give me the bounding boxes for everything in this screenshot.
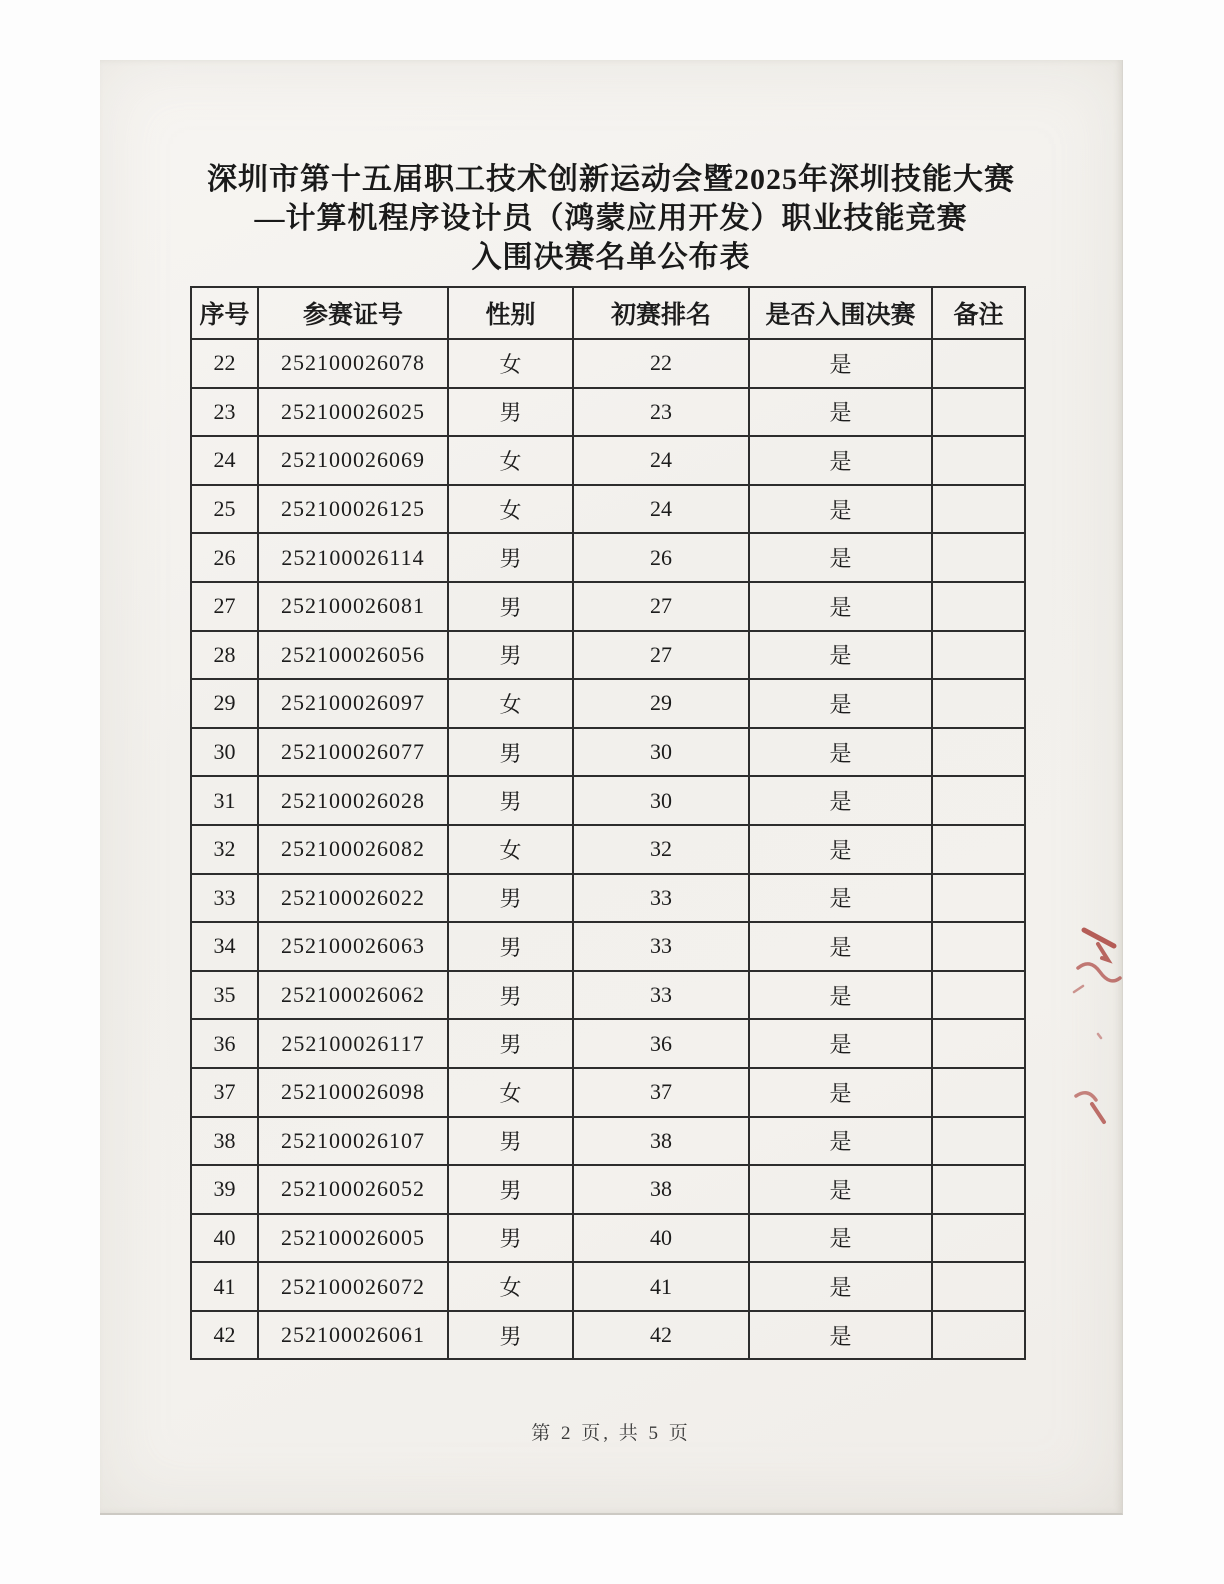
table-row	[191, 922, 1025, 971]
table-row	[191, 874, 1025, 923]
cell-index: 23	[191, 388, 258, 437]
cell-preliminary-rank: 24	[573, 436, 749, 485]
cell-qualified: 是	[749, 1019, 932, 1068]
cell-remark	[932, 1311, 1025, 1360]
cell-gender: 女	[448, 485, 573, 534]
cell-remark	[932, 533, 1025, 582]
red-stamp-fragment	[1068, 916, 1123, 1130]
page-number: 第 2 页, 共 5 页	[531, 1423, 691, 1444]
cell-index: 37	[191, 1068, 258, 1117]
cell-entry-number: 252100026072	[258, 1262, 448, 1311]
cell-remark	[932, 1165, 1025, 1214]
cell-entry-number: 252100026005	[258, 1214, 448, 1263]
cell-entry-number: 252100026062	[258, 971, 448, 1020]
cell-index: 33	[191, 874, 258, 923]
cell-index: 28	[191, 631, 258, 680]
cell-qualified: 是	[749, 971, 932, 1020]
cell-gender: 男	[448, 631, 573, 680]
cell-gender: 男	[448, 1214, 573, 1263]
cell-qualified: 是	[749, 1165, 932, 1214]
cell-preliminary-rank: 42	[573, 1311, 749, 1360]
cell-entry-number: 252100026028	[258, 776, 448, 825]
cell-preliminary-rank: 38	[573, 1117, 749, 1166]
cell-gender: 男	[448, 1117, 573, 1166]
title-line-2: —计算机程序设计员（鸿蒙应用开发）职业技能竞赛	[254, 202, 968, 235]
cell-entry-number: 252100026114	[258, 533, 448, 582]
cell-qualified: 是	[749, 1262, 932, 1311]
cell-entry-number: 252100026069	[258, 436, 448, 485]
cell-gender: 男	[448, 728, 573, 777]
cell-preliminary-rank: 33	[573, 971, 749, 1020]
cell-gender: 女	[448, 1262, 573, 1311]
cell-qualified: 是	[749, 1068, 932, 1117]
cell-gender: 男	[448, 922, 573, 971]
cell-entry-number: 252100026078	[258, 339, 448, 388]
table-row	[191, 582, 1025, 631]
cell-index: 42	[191, 1311, 258, 1360]
cell-gender: 女	[448, 339, 573, 388]
cell-qualified: 是	[749, 533, 932, 582]
cell-qualified: 是	[749, 436, 932, 485]
col-header-gender: 性别	[448, 287, 573, 339]
cell-index: 39	[191, 1165, 258, 1214]
cell-gender: 男	[448, 1019, 573, 1068]
col-header-remark: 备注	[932, 287, 1025, 339]
title-line-1: 深圳市第十五届职工技术创新运动会暨2025年深圳技能大赛	[207, 163, 1015, 196]
cell-remark	[932, 1214, 1025, 1263]
table-header-row	[191, 287, 1025, 339]
cell-preliminary-rank: 29	[573, 679, 749, 728]
col-header-entry-number: 参赛证号	[258, 287, 448, 339]
cell-remark	[932, 1019, 1025, 1068]
cell-preliminary-rank: 22	[573, 339, 749, 388]
cell-remark	[932, 679, 1025, 728]
cell-qualified: 是	[749, 388, 932, 437]
cell-entry-number: 252100026097	[258, 679, 448, 728]
col-header-index: 序号	[191, 287, 258, 339]
cell-entry-number: 252100026107	[258, 1117, 448, 1166]
cell-remark	[932, 485, 1025, 534]
cell-gender: 男	[448, 1311, 573, 1360]
table-row	[191, 1214, 1025, 1263]
cell-remark	[932, 582, 1025, 631]
col-header-preliminary-rank: 初赛排名	[573, 287, 749, 339]
cell-remark	[932, 1068, 1025, 1117]
finalist-table	[190, 286, 1026, 1360]
cell-remark	[932, 436, 1025, 485]
col-header-qualified: 是否入围决赛	[749, 287, 932, 339]
cell-preliminary-rank: 24	[573, 485, 749, 534]
cell-gender: 男	[448, 533, 573, 582]
cell-preliminary-rank: 38	[573, 1165, 749, 1214]
cell-index: 29	[191, 679, 258, 728]
cell-qualified: 是	[749, 582, 932, 631]
cell-entry-number: 252100026063	[258, 922, 448, 971]
cell-entry-number: 252100026056	[258, 631, 448, 680]
table-row	[191, 436, 1025, 485]
cell-preliminary-rank: 41	[573, 1262, 749, 1311]
cell-remark	[932, 1262, 1025, 1311]
cell-gender: 女	[448, 1068, 573, 1117]
cell-index: 36	[191, 1019, 258, 1068]
table-row	[191, 339, 1025, 388]
cell-remark	[932, 388, 1025, 437]
cell-preliminary-rank: 27	[573, 582, 749, 631]
table-row	[191, 1019, 1025, 1068]
cell-index: 26	[191, 533, 258, 582]
cell-index: 22	[191, 339, 258, 388]
cell-remark	[932, 631, 1025, 680]
cell-qualified: 是	[749, 679, 932, 728]
cell-remark	[932, 971, 1025, 1020]
cell-gender: 女	[448, 825, 573, 874]
cell-preliminary-rank: 26	[573, 533, 749, 582]
cell-remark	[932, 922, 1025, 971]
table-row	[191, 776, 1025, 825]
cell-gender: 男	[448, 388, 573, 437]
cell-qualified: 是	[749, 1214, 932, 1263]
cell-gender: 男	[448, 1165, 573, 1214]
cell-qualified: 是	[749, 1311, 932, 1360]
table-row	[191, 631, 1025, 680]
cell-preliminary-rank: 23	[573, 388, 749, 437]
table-row	[191, 533, 1025, 582]
table-body	[191, 339, 1025, 1359]
paper	[100, 60, 1123, 1515]
table-row	[191, 971, 1025, 1020]
cell-entry-number: 252100026082	[258, 825, 448, 874]
table-row	[191, 388, 1025, 437]
cell-entry-number: 252100026077	[258, 728, 448, 777]
cell-gender: 男	[448, 776, 573, 825]
table-row	[191, 1262, 1025, 1311]
cell-entry-number: 252100026022	[258, 874, 448, 923]
cell-qualified: 是	[749, 776, 932, 825]
cell-index: 25	[191, 485, 258, 534]
cell-qualified: 是	[749, 922, 932, 971]
cell-entry-number: 252100026125	[258, 485, 448, 534]
cell-index: 40	[191, 1214, 258, 1263]
cell-qualified: 是	[749, 485, 932, 534]
cell-remark	[932, 776, 1025, 825]
cell-preliminary-rank: 32	[573, 825, 749, 874]
document-title	[100, 160, 1122, 277]
cell-remark	[932, 1117, 1025, 1166]
table-row	[191, 1165, 1025, 1214]
cell-entry-number: 252100026098	[258, 1068, 448, 1117]
cell-entry-number: 252100026061	[258, 1311, 448, 1360]
cell-remark	[932, 339, 1025, 388]
cell-index: 41	[191, 1262, 258, 1311]
cell-preliminary-rank: 27	[573, 631, 749, 680]
title-line-3: 入围决赛名单公布表	[471, 241, 751, 274]
cell-qualified: 是	[749, 339, 932, 388]
cell-preliminary-rank: 33	[573, 874, 749, 923]
table-row	[191, 1311, 1025, 1360]
cell-preliminary-rank: 33	[573, 922, 749, 971]
cell-index: 24	[191, 436, 258, 485]
cell-index: 34	[191, 922, 258, 971]
cell-entry-number: 252100026081	[258, 582, 448, 631]
cell-remark	[932, 825, 1025, 874]
cell-preliminary-rank: 37	[573, 1068, 749, 1117]
cell-qualified: 是	[749, 1117, 932, 1166]
cell-preliminary-rank: 30	[573, 776, 749, 825]
table-row	[191, 1117, 1025, 1166]
cell-preliminary-rank: 40	[573, 1214, 749, 1263]
table-row	[191, 728, 1025, 777]
cell-qualified: 是	[749, 631, 932, 680]
table-row	[191, 485, 1025, 534]
table-row	[191, 1068, 1025, 1117]
cell-index: 30	[191, 728, 258, 777]
table-row	[191, 679, 1025, 728]
table-row	[191, 825, 1025, 874]
cell-index: 38	[191, 1117, 258, 1166]
cell-remark	[932, 874, 1025, 923]
cell-qualified: 是	[749, 874, 932, 923]
cell-index: 31	[191, 776, 258, 825]
cell-preliminary-rank: 36	[573, 1019, 749, 1068]
cell-entry-number: 252100026025	[258, 388, 448, 437]
cell-qualified: 是	[749, 728, 932, 777]
cell-entry-number: 252100026117	[258, 1019, 448, 1068]
cell-preliminary-rank: 30	[573, 728, 749, 777]
cell-index: 35	[191, 971, 258, 1020]
cell-entry-number: 252100026052	[258, 1165, 448, 1214]
cell-gender: 男	[448, 582, 573, 631]
cell-qualified: 是	[749, 825, 932, 874]
cell-index: 32	[191, 825, 258, 874]
cell-gender: 女	[448, 436, 573, 485]
cell-gender: 男	[448, 874, 573, 923]
cell-gender: 女	[448, 679, 573, 728]
cell-index: 27	[191, 582, 258, 631]
cell-gender: 男	[448, 971, 573, 1020]
cell-remark	[932, 728, 1025, 777]
